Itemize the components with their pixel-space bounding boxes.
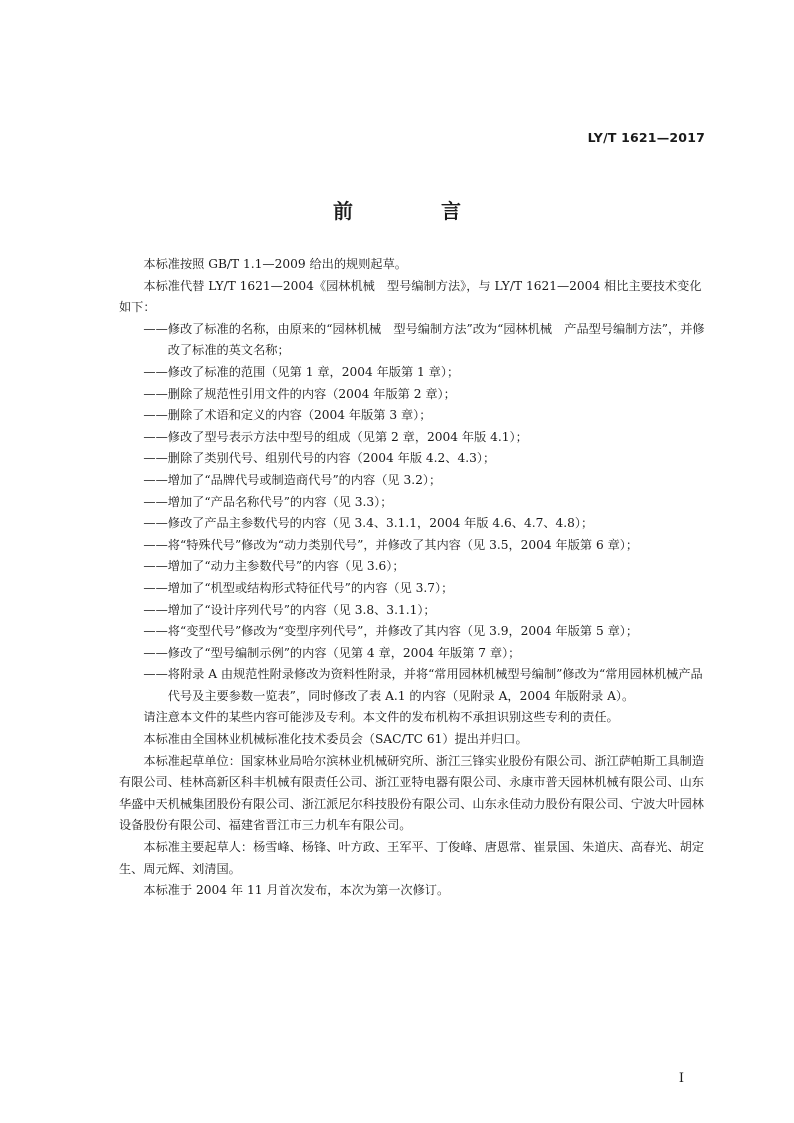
paragraph: 本标准于 2004 年 11 月首次发布，本次为第一次修订。: [143, 883, 450, 898]
paragraph: 本标准由全国林业机械标准化技术委员会（SAC/TC 61）提出并归口。: [143, 732, 528, 747]
change-item: ——修改了“型号编制示例”的内容（见第 4 章，2004 年版第 7 章）；: [143, 645, 521, 660]
change-item: ——删除了术语和定义的内容（2004 年版第 3 章）；: [143, 408, 432, 423]
paragraph: 本标准起草单位：国家林业局哈尔滨林业机械研究所、浙江三锋实业股份有限公司、浙江萨帕斯工具制造有限公司、桂林高新区科丰机械有限责任公司、浙江亚特电器有限公司、永康市普天园林机械有限公司、山东华盛中天机械集团股份有限公司、浙江派尼尔科技股份有限公司、山东永佳动力股份有限公司、宁波大叶园林设备股份有限公司、福建省晋江市三力机车有限公司。: [119, 753, 705, 833]
paragraph: 本标准按照 GB/T 1.1—2009 给出的规则起草。: [143, 257, 407, 271]
change-item: ——增加了“动力主参数代号”的内容（见 3.6）；: [143, 559, 405, 574]
change-item: ——将“特殊代号”修改为“动力类别代号”，并修改了其内容（见 3.5，2004 年版第 6 章）；: [143, 537, 639, 552]
change-item: ——增加了“机型或结构形式特征代号”的内容（见 3.7）；: [143, 580, 454, 595]
paragraph: 本标准代替 LY/T 1621—2004《园林机械 型号编制方法》，与 LY/T 1621—2004 相比主要技术变化如下：: [119, 278, 702, 315]
change-item: ——将“变型代号”修改为“变型序列代号”，并修改了其内容（见 3.9，2004 年版第 5 章）；: [143, 624, 639, 639]
change-item: ——增加了“设计序列代号”的内容（见 3.8、3.1.1）；: [143, 602, 436, 617]
document-body: [119, 254, 709, 902]
change-item: ——修改了产品主参数代号的内容（见 3.4、3.1.1，2004 年版 4.6、4.7、4.8）；: [143, 516, 594, 531]
change-item: ——删除了规范性引用文件的内容（2004 年版第 2 章）；: [143, 386, 456, 401]
change-item: ——删除了类别代号、组别代号的内容（2004 年版 4.2、4.3）；: [143, 451, 496, 466]
change-item: ——增加了“产品名称代号”的内容（见 3.3）；: [143, 494, 393, 509]
change-item: ——修改了型号表示方法中型号的组成（见第 2 章，2004 年版 4.1）；: [143, 429, 528, 444]
change-item: ——增加了“品牌代号或制造商代号”的内容（见 3.2）；: [143, 472, 442, 487]
page-number: I: [678, 1071, 684, 1086]
paragraph: 本标准主要起草人：杨雪峰、杨锋、叶方政、王军平、丁俊峰、唐恩常、崔景国、朱道庆、高春光、胡定生、周元辉、刘清国。: [119, 840, 705, 876]
change-item: ——修改了标准的范围（见第 1 章，2004 年版第 1 章）；: [143, 364, 460, 379]
paragraph: 请注意本文件的某些内容可能涉及专利。本文件的发布机构不承担识别这些专利的责任。: [143, 710, 619, 725]
standard-code: LY/T 1621—2017: [587, 130, 705, 145]
change-item: ——修改了标准的名称，由原来的“园林机械 型号编制方法”改为“园林机械 产品型号编制方法”，并修改了标准的英文名称；: [143, 321, 705, 358]
change-item: ——将附录 A 由规范性附录修改为资料性附录，并将“常用园林机械型号编制”修改为“常用园林机械产品代号及主要参数一览表”，同时修改了表 A.1 的内容（见附录 A，2004 年版附录 A）。: [143, 667, 703, 703]
page-title: 前 言: [333, 199, 495, 223]
